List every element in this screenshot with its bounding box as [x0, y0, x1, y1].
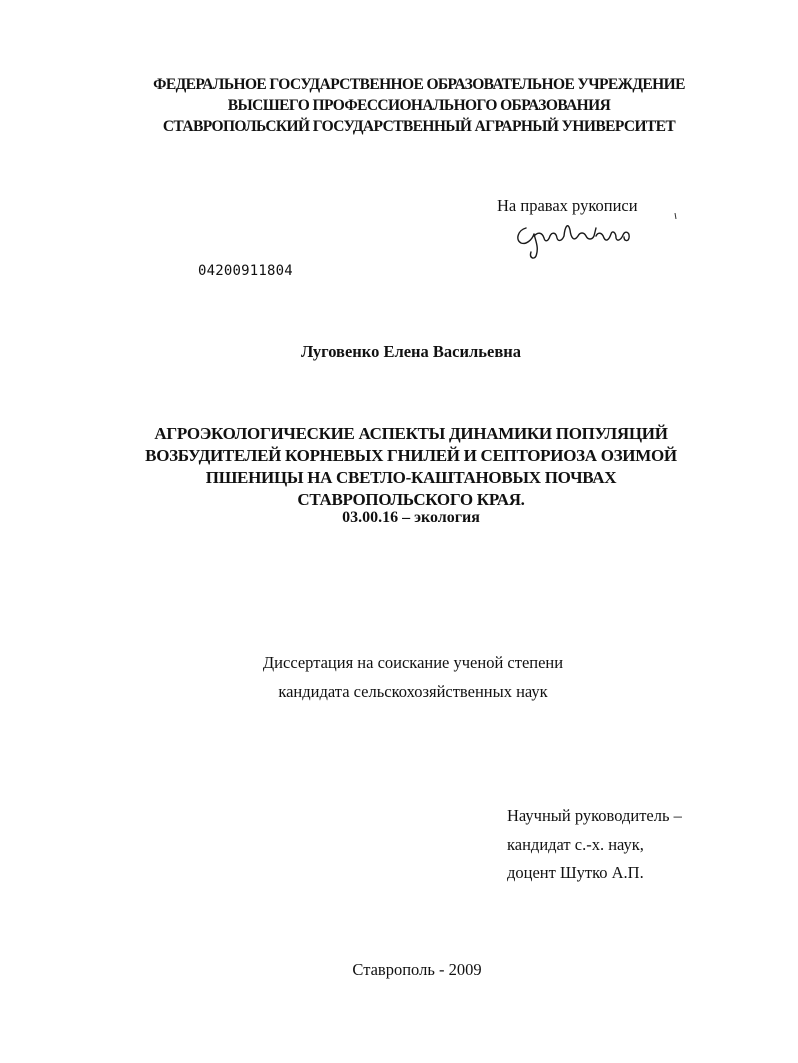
institution-line-3: СТАВРОПОЛЬСКИЙ ГОСУДАРСТВЕННЫЙ АГРАРНЫЙ УНИВЕРСИТЕТ: [162, 118, 676, 135]
degree-statement: [14, 648, 798, 706]
manuscript-note: На правах рукописи: [497, 196, 638, 215]
supervisor-block: [507, 802, 682, 888]
degree-line-2: кандидата сельскохозяйственных наук: [278, 682, 548, 701]
institution-line-1: ФЕДЕРАЛЬНОЕ ГОСУДАРСТВЕННОЕ ОБРАЗОВАТЕЛЬНОЕ УЧРЕЖДЕНИЕ: [153, 76, 685, 93]
degree-line-1: Диссертация на соискание ученой степени: [262, 653, 564, 672]
supervisor-line-3: доцент Шутко А.П.: [507, 863, 644, 882]
handwritten-signature: [512, 214, 637, 262]
city-year: Ставрополь - 2009: [352, 960, 482, 979]
catalog-number: 04200911804: [198, 263, 293, 279]
dissertation-title: [12, 423, 798, 511]
title-line-1: АГРОЭКОЛОГИЧЕСКИЕ АСПЕКТЫ ДИНАМИКИ ПОПУЛЯЦИЙ: [154, 424, 668, 443]
title-line-3: ПШЕНИЦЫ НА СВЕТЛО-КАШТАНОВЫХ ПОЧВАХ: [205, 468, 617, 487]
author-name: Луговенко Елена Васильевна: [301, 342, 521, 361]
supervisor-line-1: Научный руководитель –: [507, 806, 682, 825]
supervisor-line-2: кандидат с.-х. наук,: [507, 834, 644, 854]
tick-mark-icon: [674, 213, 677, 219]
title-line-4: СТАВРОПОЛЬСКОГО КРАЯ.: [297, 490, 525, 509]
specialty-code: 03.00.16 – экология: [342, 509, 480, 526]
institution-header: [20, 74, 798, 137]
title-line-2: ВОЗБУДИТЕЛЕЙ КОРНЕВЫХ ГНИЛЕЙ И СЕПТОРИОЗА ОЗИМОЙ: [145, 446, 677, 465]
institution-line-2: ВЫСШЕГО ПРОФЕССИОНАЛЬНОГО ОБРАЗОВАНИЯ: [227, 97, 611, 114]
